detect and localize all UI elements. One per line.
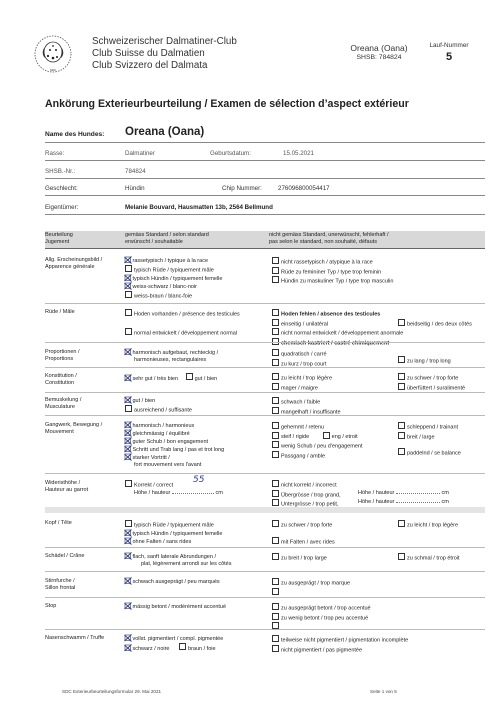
fault-zu-kurz[interactable]: zu kurz / trop court — [272, 359, 397, 369]
option-hoden-vorhanden[interactable]: Hoden vorhanden / présence des testicules — [125, 309, 270, 319]
height-handwritten: 55 — [193, 475, 205, 485]
fault-gehemmt[interactable]: gehemmt / retenu — [272, 422, 397, 432]
fault-untergroesse[interactable]: Untergrösse / trop petit, Höhe / hauteur cm — [272, 499, 487, 509]
fault-kopf-leicht[interactable]: zu leicht / trop légère — [398, 520, 488, 530]
option-weiss-schwarz[interactable]: weiss-schwarz / blanc-noir — [125, 283, 270, 291]
fault-ruede-feminin[interactable]: Rüde zu femininer Typ / type trop feminin — [272, 267, 487, 277]
svg-text:SDC: SDC — [49, 68, 57, 72]
option-sehr-gut[interactable]: sehr gut / très bien — [125, 376, 178, 382]
option-kopf-huendin[interactable]: typisch Hündin / typiquement femelle — [125, 530, 270, 538]
option-schaedel-flach[interactable]: flach, sanft laterale Abrundungen / — [125, 553, 270, 561]
option-ausreichend[interactable]: ausreichend / suffisante — [125, 405, 270, 415]
option-typisch-ruede[interactable]: typisch Rüde / typiquement mâle — [125, 265, 270, 275]
fault-breit[interactable]: breit / large — [398, 432, 488, 442]
fault-stop-empty[interactable] — [272, 622, 487, 632]
col-header-faults: nicht gemäss Standard, unerwünscht, fehlerhaft / pas selon le standard, non souhaité, défauts — [269, 232, 389, 245]
col-header-judgement: Beurteilung Jugement — [45, 232, 73, 245]
fault-beidseitig[interactable]: beidseitig / des deux côtés — [398, 319, 472, 329]
fault-kopf-schwer[interactable]: zu schwer / trop forte — [272, 520, 397, 530]
lauf-number-label: Lauf-Nummer — [429, 42, 469, 49]
option-harmonisch-fr: harmonieuses, rectangulaires — [134, 357, 207, 363]
fault-uebergroesse[interactable]: Übergrösse / trop grand, Höhe / hauteur cm — [272, 490, 487, 500]
lauf-number-value: 5 — [445, 51, 453, 63]
sex-label: Geschlecht: — [45, 185, 78, 192]
option-bem-gut[interactable]: gut / bien — [125, 397, 270, 405]
dog-name-label: Name des Hundes: — [45, 131, 105, 138]
fault-passgang[interactable]: Passgang / amble — [272, 451, 397, 461]
option-typisch-huendin[interactable]: typisch Hündin / typiquement femelle — [125, 275, 270, 283]
fault-schaedel-breit[interactable]: zu breit / trop large — [272, 553, 397, 563]
fault-stirn-empty[interactable] — [272, 588, 487, 598]
breed-value: Dalmatiner — [125, 150, 155, 157]
fault-nicht-normal[interactable]: nicht normal entwickelt / développement anormale — [272, 328, 487, 338]
option-schritt-trab[interactable]: Schritt und Trab lang / pas et trot long — [125, 446, 270, 454]
club-logo — [30, 34, 76, 74]
footer-form-info: SDC Exterieurbeurteilungsformular 29. Mai 2021 — [62, 689, 162, 694]
owner-value: Melanie Bouvard, Hausmatten 13b, 2564 Bellmund — [125, 204, 273, 211]
breed-label: Rasse: — [45, 150, 65, 157]
option-rassetypisch[interactable]: rassetypisch / typique à la race — [125, 257, 270, 265]
option-korrekt[interactable]: Korrekt / correct 55 — [125, 480, 270, 490]
option-nase-schwarz[interactable]: schwarz / noire — [125, 646, 170, 652]
shsb-label: SHSB.-Nr.: — [45, 168, 76, 175]
option-gang-harmonisch[interactable]: harmonisch / harmonieux — [125, 422, 270, 430]
option-gleichmaessig[interactable]: gleichmässig / équilibré — [125, 430, 270, 438]
club-name-de: Schweizerischer Dalmatiner-Club — [92, 36, 237, 47]
fault-ueberfuettert[interactable]: überfüttert / suralimenté — [398, 383, 488, 393]
chip-value: 276096800054417 — [278, 185, 330, 192]
option-kopf-ruede[interactable]: typisch Rüde / typiquement mâle — [125, 520, 270, 530]
fault-stop-ausgepraegt[interactable]: zu ausgeprägt betont / trop accentué — [272, 603, 487, 613]
fault-einseitig[interactable]: einseitig / unilatéral beidseitig / des deux côtés — [272, 319, 487, 329]
fault-eng[interactable]: eng / etroit — [323, 434, 358, 440]
fault-nase-nicht[interactable]: nicht pigmentiert / pas pigmentée — [272, 645, 487, 655]
option-stirn-schwach[interactable]: schwach ausgeprägt / peu marqués — [125, 578, 270, 586]
fault-mit-falten[interactable]: mit Falten / avec rides — [272, 537, 397, 547]
option-harmonisch[interactable]: harmonisch aufgebaut, rechteckig / — [125, 349, 270, 357]
footer-page-number: Seite 1 von 5 — [370, 689, 397, 694]
fault-wenig-schub[interactable]: wenig Schub / peu d'engagement — [272, 441, 397, 451]
option-guter-schub[interactable]: guter Schub / bon engagement — [125, 438, 270, 446]
header-dog-name: Oreana (Oana) — [350, 43, 408, 53]
option-gut[interactable]: gut / bien — [186, 376, 218, 382]
fault-huendin-maskulin[interactable]: Hündin zu maskuliner Typ / type trop masculin — [272, 276, 487, 286]
option-stop-maessig[interactable]: mässig betont / modérément accentué — [125, 603, 270, 611]
club-name-fr: Club Suisse du Dalmatien — [92, 48, 205, 59]
option-normal-entwickelt[interactable]: normal entwickelt / développement normal — [125, 328, 270, 338]
fault-paddelnd[interactable]: paddelnd / se balance — [398, 448, 488, 458]
fault-zu-leicht[interactable]: zu leicht / trop légère — [272, 373, 397, 383]
fault-schleppend[interactable]: schleppend / trainant — [398, 422, 488, 432]
birthdate-label: Geburtsdatum: — [210, 150, 251, 157]
owner-label: Eigentümer: — [45, 204, 79, 211]
fault-schaedel-schmal[interactable]: zu schmal / trop étroit — [398, 553, 488, 563]
fault-zu-schwer[interactable]: zu schwer / trop forte — [398, 373, 488, 383]
fault-mangelhaft[interactable]: mangelhaft / insuffisante — [272, 407, 487, 417]
fault-zu-lang[interactable]: zu lang / trop long — [398, 356, 488, 366]
option-nase-vollst[interactable]: vollst. pigmentiert / compl. pigmentée — [125, 635, 270, 643]
option-starker-vortritt[interactable]: starker Vortritt / — [125, 454, 270, 462]
fault-nicht-korrekt[interactable]: nicht korrekt / incorrect — [272, 480, 487, 490]
fault-schwach[interactable]: schwach / faible — [272, 397, 487, 407]
sex-value: Hündin — [125, 185, 145, 192]
fault-quadratisch[interactable]: quadratisch / carré — [272, 349, 397, 359]
chip-label: Chip Nummer: — [222, 185, 262, 192]
option-vortritt-fr: fort mouvement vers l'avant — [134, 462, 202, 468]
fault-nase-teilweise[interactable]: teilweise nicht pigmentiert / pigmentation incomplète — [272, 635, 487, 645]
page-title: Ankörung Exterieurbeurteilung / Examen de sélection d’aspect extérieur — [45, 98, 409, 110]
option-weiss-braun[interactable]: weiss-braun / blanc-foie — [125, 291, 270, 301]
header-shsb: SHSB: 784824 — [356, 54, 402, 61]
fault-steif[interactable]: steif / rigide — [272, 434, 309, 440]
shsb-value: 784824 — [125, 168, 146, 175]
fault-mager[interactable]: mager / maigre — [272, 383, 397, 393]
fault-hoden-fehlen[interactable]: Hoden fehlen / absence des testicules — [272, 309, 487, 319]
dog-name-value: Oreana (Oana) — [125, 126, 205, 138]
fault-kastriert[interactable]: chemisch kastriert / castré chimiquement — [272, 338, 487, 348]
col-header-standard: gemäss Standard / selon standard erwünscht / souhaitable — [125, 232, 209, 245]
fault-stirn-ausgepraegt[interactable]: zu ausgeprägt / trop marque — [272, 578, 487, 588]
fault-stop-wenig[interactable]: zu wenig betont / trop peu accentué — [272, 613, 487, 623]
option-ohne-falten[interactable]: ohne Falten / sans rides — [125, 538, 270, 546]
option-nase-braun[interactable]: braun / foie — [179, 646, 216, 652]
option-schaedel-fr: plat, légèrement arrondi sur les côtés — [141, 561, 232, 567]
club-name-it: Club Svizzero del Dalmata — [92, 60, 208, 71]
birthdate-value: 15.05.2021 — [283, 150, 314, 157]
fault-nicht-rassetypisch[interactable]: nicht rassetypisch / atypique à la race — [272, 257, 487, 267]
